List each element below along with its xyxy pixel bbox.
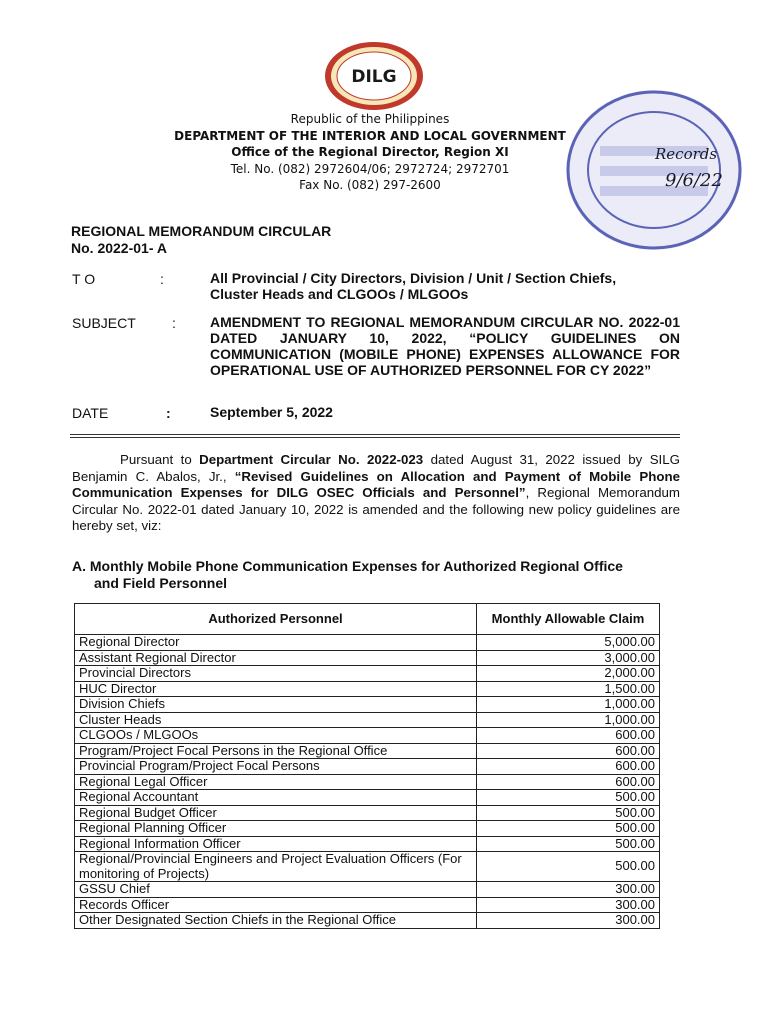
personnel-cell: Provincial Program/Project Focal Persons — [75, 759, 477, 775]
personnel-cell: Program/Project Focal Persons in the Regional Office — [75, 743, 477, 759]
handwritten-note: Records — [655, 145, 718, 163]
to-line1: All Provincial / City Directors, Division / Unit / Section Chiefs, — [210, 270, 617, 286]
personnel-cell: Regional Budget Officer — [75, 805, 477, 821]
personnel-cell: Regional Planning Officer — [75, 821, 477, 837]
amount-cell: 300.00 — [477, 913, 660, 929]
personnel-cell: Regional Director — [75, 635, 477, 651]
amount-cell: 500.00 — [477, 805, 660, 821]
amount-cell: 600.00 — [477, 759, 660, 775]
to-line2: Cluster Heads and CLGOOs / MLGOOs — [210, 286, 469, 302]
amount-cell: 300.00 — [477, 897, 660, 913]
table-row — [75, 897, 660, 913]
memo-title-line1: REGIONAL MEMORANDUM CIRCULAR — [71, 223, 332, 239]
section-a-title-line2: and Field Personnel — [94, 575, 228, 591]
table-row — [75, 728, 660, 744]
personnel-cell: GSSU Chief — [75, 882, 477, 898]
personnel-cell: Regional Accountant — [75, 790, 477, 806]
table-row — [75, 635, 660, 651]
table-row — [75, 821, 660, 837]
table-row — [75, 697, 660, 713]
amount-cell: 5,000.00 — [477, 635, 660, 651]
table-row — [75, 743, 660, 759]
dilg-seal-logo — [322, 40, 426, 112]
fax-number: Fax No. (082) 297-2600 — [299, 178, 441, 192]
amount-cell: 300.00 — [477, 882, 660, 898]
personnel-cell: CLGOOs / MLGOOs — [75, 728, 477, 744]
table-row — [75, 650, 660, 666]
seal-text: DILG — [351, 67, 397, 87]
department-name: DEPARTMENT OF THE INTERIOR AND LOCAL GOVERNMENT — [174, 129, 566, 143]
handwritten-date: 9/6/22 — [665, 170, 723, 191]
amount-cell: 3,000.00 — [477, 650, 660, 666]
circular-reference: Department Circular No. 2022-023 — [199, 452, 424, 467]
personnel-cell: Assistant Regional Director — [75, 650, 477, 666]
republic-line: Republic of the Philippines — [290, 112, 450, 126]
personnel-cell: Regional Information Officer — [75, 836, 477, 852]
body-text-1: Pursuant to — [120, 452, 200, 467]
header-monthly-allowable-claim: Monthly Allowable Claim — [477, 604, 660, 635]
personnel-cell: Records Officer — [75, 897, 477, 913]
date-value: September 5, 2022 — [210, 404, 333, 420]
body-paragraph — [72, 452, 680, 535]
date-colon: : — [166, 405, 171, 421]
divider-line — [70, 434, 680, 435]
table-row — [75, 666, 660, 682]
amount-cell: 500.00 — [477, 852, 660, 882]
memo-title — [71, 223, 331, 257]
memo-number: No. 2022-01- A — [71, 240, 167, 256]
table-row — [75, 882, 660, 898]
amount-cell: 600.00 — [477, 728, 660, 744]
amount-cell: 2,000.00 — [477, 666, 660, 682]
header-authorized-personnel: Authorized Personnel — [75, 604, 477, 635]
section-a-title — [72, 558, 682, 592]
personnel-cell: HUC Director — [75, 681, 477, 697]
table-row — [75, 759, 660, 775]
table-row — [75, 836, 660, 852]
amount-cell: 600.00 — [477, 743, 660, 759]
subject-label: SUBJECT — [72, 315, 136, 331]
table-row — [75, 913, 660, 929]
to-label: T O — [72, 271, 96, 287]
amount-cell: 500.00 — [477, 790, 660, 806]
section-a-title-line1: A. Monthly Mobile Phone Communication Expenses for Authorized Regional Office — [72, 558, 623, 574]
divider-line — [70, 437, 680, 438]
to-recipients — [210, 270, 680, 302]
subject-text: AMENDMENT TO REGIONAL MEMORANDUM CIRCULAR NO. 2022-01 DATED JANUARY 10, 2022, “POLICY GUIDELINES ON COMMUNICATION (MOBILE PHONE) EXPENSES ALLOWANCE FOR OPERATIONAL USE OF AUTHORIZED PERSONNEL FOR CY 2022” — [210, 314, 680, 378]
amount-cell: 1,500.00 — [477, 681, 660, 697]
table-body — [75, 635, 660, 929]
office-name: Office of the Regional Director, Region XI — [231, 145, 509, 159]
table-row — [75, 805, 660, 821]
table-row — [75, 774, 660, 790]
allowance-table — [74, 603, 660, 929]
table-row — [75, 712, 660, 728]
body-text-3: , Regional Memorandum Circular No. 2022-01 dated January 10, 2022 is amended and the following new policy guidelines are hereby set, viz: — [72, 485, 680, 533]
amount-cell: 500.00 — [477, 836, 660, 852]
date-label: DATE — [72, 405, 109, 421]
amount-cell: 1,000.00 — [477, 712, 660, 728]
personnel-cell: Provincial Directors — [75, 666, 477, 682]
subject-colon: : — [172, 315, 176, 331]
body-text-2: dated August 31, 2022 issued by SILG Benjamin C. Abalos, Jr., — [72, 452, 680, 484]
table-row — [75, 790, 660, 806]
amount-cell: 600.00 — [477, 774, 660, 790]
personnel-cell: Cluster Heads — [75, 712, 477, 728]
personnel-cell: Regional Legal Officer — [75, 774, 477, 790]
personnel-cell: Division Chiefs — [75, 697, 477, 713]
table-row — [75, 852, 660, 882]
amount-cell: 1,000.00 — [477, 697, 660, 713]
personnel-cell: Regional/Provincial Engineers and Project Evaluation Officers (For monitoring of Projects) — [75, 852, 477, 882]
telephone-numbers: Tel. No. (082) 2972604/06; 2972724; 2972701 — [230, 162, 510, 176]
to-colon: : — [160, 271, 164, 287]
table-header-row — [75, 604, 660, 635]
guidelines-title: “Revised Guidelines on Allocation and Payment of Mobile Phone Communication Expenses for DILG OSEC Officials and Personnel” — [72, 468, 680, 500]
table-row — [75, 681, 660, 697]
personnel-cell: Other Designated Section Chiefs in the Regional Office — [75, 913, 477, 929]
amount-cell: 500.00 — [477, 821, 660, 837]
